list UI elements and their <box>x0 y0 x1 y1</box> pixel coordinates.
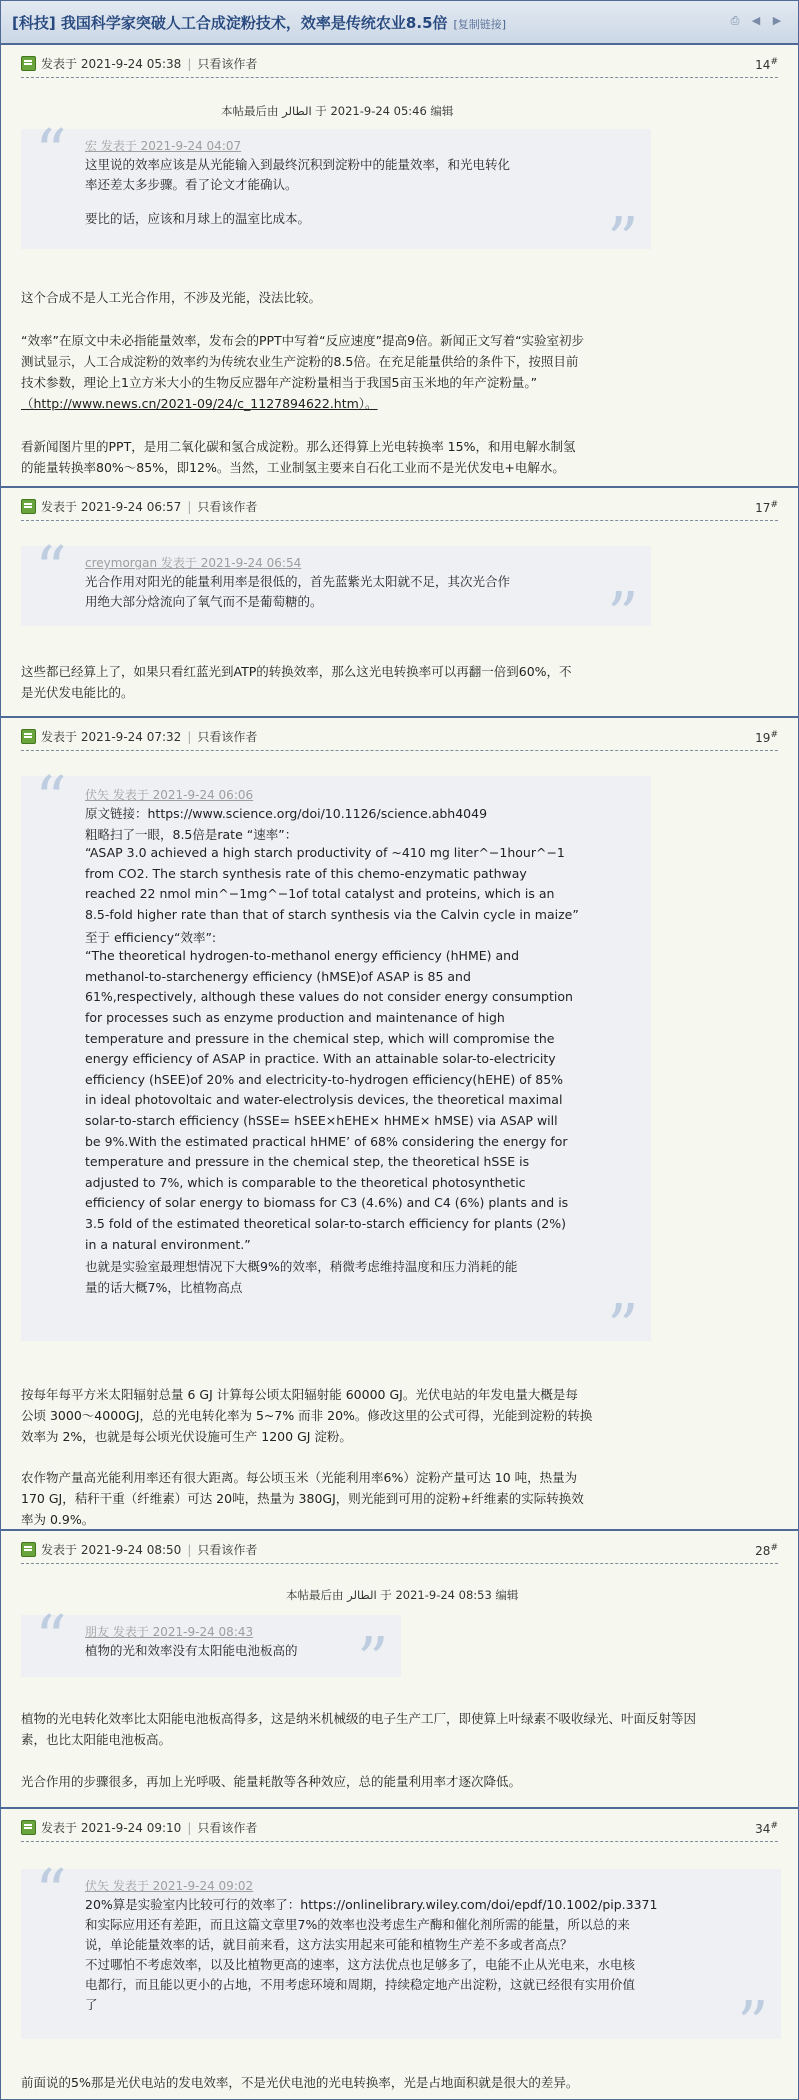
quote-line-text: 20%算是实验室内比较可行的效率了：https://onlinelibrary.wiley.com/doi/epdf/10.1002/pip.3371 <box>85 1897 658 1912</box>
quote-block <box>21 762 651 1363</box>
quote-line: 用绝大部分焓流向了氧气而不是葡萄糖的。 <box>85 594 323 609</box>
floor-number[interactable]: 17# <box>755 500 778 515</box>
quote-line: energy efficiency of ASAP in practice. With an attainable solar-to-electricity <box>85 1051 556 1067</box>
author-only-link[interactable]: 只看该作者 <box>197 730 258 744</box>
quote-line: reached 22 nmol min^−1mg^−1of total catalyst and proteins, which is an <box>85 886 555 902</box>
floor-number[interactable]: 19# <box>755 730 778 745</box>
quote-line <box>85 1895 657 1913</box>
quote-line: efficiency (hSEE)of 20% and electricity-to-hydrogen efficiency(hEHE) of 85% <box>85 1071 564 1087</box>
edit-note: 本帖最后由 الطالر 于 2021-9-24 05:46 编辑 <box>221 104 454 118</box>
author-only-link[interactable]: 只看该作者 <box>197 1543 258 1557</box>
online-icon <box>21 56 36 71</box>
post-date: 发表于 2021-9-24 05:38 <box>41 57 182 71</box>
next-thread-icon[interactable]: ▶ <box>772 14 782 27</box>
quote-line: 也就是实验室最理想情况下大概9%的效率，稍微考虑维持温度和压力消耗的能 <box>85 1259 518 1275</box>
quote-line: efficiency of solar energy to biomass for C3 (4.6%) and C4 (6%) plants and is <box>85 1195 569 1211</box>
author-only-link[interactable]: 只看该作者 <box>197 500 258 514</box>
quote-open-icon: “ <box>35 762 67 835</box>
quote-open-icon: “ <box>35 1601 67 1674</box>
online-icon <box>21 1542 36 1557</box>
quote-line: “The theoretical hydrogen-to-methanol energy efficiency (hHME) and <box>85 948 520 964</box>
quote-line: temperature and pressure in the chemical step, which will compromise the <box>85 1030 555 1046</box>
quote-line: for processes such as enzyme production and maintenance of high <box>85 1010 505 1025</box>
quote-line: 了 <box>85 1997 98 2012</box>
quote-close-icon: ” <box>607 1290 639 1363</box>
post-date: 发表于 2021-9-24 07:32 <box>41 730 182 744</box>
copy-link-button[interactable]: [复制链接] <box>453 18 507 31</box>
quote-line: 植物的光和效率没有太阳能电池板高的 <box>85 1643 298 1658</box>
quote-line: 这里说的效率应该是从光能输入到最终沉积到淀粉中的能量效率，和光电转化 <box>85 157 511 172</box>
prev-thread-icon[interactable]: ◀ <box>751 14 761 27</box>
quote-line: be 9%.With the estimated practical hHME’ of 68% considering the energy for <box>85 1133 568 1149</box>
news-link[interactable]: （http://www.news.cn/2021-09/24/c_1127894622.htm）。 <box>21 396 378 411</box>
quote-line: temperature and pressure in the chemical step, the theoretical hSSE is <box>85 1154 530 1170</box>
quote-line: 说，单论能量效率的话，就目前来看，这方法实用起来可能和植物生产差不多或者高点？ <box>85 1937 573 1952</box>
quote-author[interactable]: 伏矢 发表于 2021-9-24 09:02 <box>85 1879 254 1893</box>
post-date: 发表于 2021-9-24 06:57 <box>41 500 182 514</box>
post-header: 发表于 2021-9-24 09:10 | 只看该作者 34# <box>21 1819 778 1842</box>
floor-number[interactable]: 34# <box>755 1821 778 1836</box>
quote-block <box>21 115 651 276</box>
quote-open-icon: “ <box>35 115 67 188</box>
quote-line: 原文链接：https://www.science.org/doi/10.1126/science.abh4049 <box>85 806 488 821</box>
quote-line: 3.5 fold of the estimated theoretical solar-to-starch efficiency for plants (2%) <box>85 1216 567 1231</box>
quote-line: 粗略扫了一眼，8.5倍是rate “速率”： <box>85 826 298 842</box>
quote-author[interactable]: 伏矢 发表于 2021-9-24 06:06 <box>85 788 254 802</box>
quote-open-icon: “ <box>35 1855 67 1928</box>
post-header: 发表于 2021-9-24 06:57 | 只看该作者 17# <box>21 498 778 521</box>
post-28: 发表于 2021-9-24 08:50 | 只看该作者 28# 本帖最后由 الطالر 于 2021-9-24 08:53 编辑 “ 朋友 发表于 2021-9-24 08:43 植物的光和效率没有太阳能电池板高的 ” 植物的光电转化效率比太阳能电池板高得多，这是纳米机械级的电子生产工厂，即使算上叶绿素不吸收绿光、叶面反射等因 素，也比太阳能电池板高。 光合作用的步骤很多，再加上光呼吸、能量耗散等各种效应，总的能量利用率才逐次降低。 <box>1 1531 798 1809</box>
quote-line: 率还差太多步骤。看了论文才能确认。 <box>85 177 298 192</box>
quote-line: adjusted to 7%, which is comparable to the theoretical photosynthetic <box>85 1174 526 1190</box>
post-header: 发表于 2021-9-24 07:32 | 只看该作者 19# <box>21 728 778 751</box>
post-date: 发表于 2021-9-24 09:10 <box>41 1821 182 1835</box>
post-header: 发表于 2021-9-24 05:38 | 只看该作者 14# <box>21 55 778 78</box>
quote-line: 光合作用对阳光的能量利用率是很低的，首先蓝紫光太阳就不足，其次光合作 <box>85 574 511 589</box>
quote-line: 和实际应用还有差距，而且这篇文章里7%的效率也没考虑生产酶和催化剂所需的能量，所以总的来 <box>85 1917 630 1932</box>
quote-close-icon: ” <box>607 203 639 276</box>
quote-close-icon: ” <box>357 1623 389 1696</box>
floor-number[interactable]: 14# <box>755 57 778 72</box>
quote-line: 61%,respectively, although these values do not consider energy consumption <box>85 989 573 1005</box>
quote-line: 要比的话，应该和月球上的温室比成本。 <box>85 211 311 226</box>
quote-block <box>21 1601 401 1696</box>
post-34: 发表于 2021-9-24 09:10 | 只看该作者 34# “ 伏矢 发表于 2021-9-24 09:02 20%算是实验室内比较可行的效率了：https://onlinelibrary.wiley.com/doi/epdf/10.1002/pip.3371 和实际应用还有差距，而且这篇文章里7%的效率也没考虑生产酶和催化剂所需的能量，所以总的来 说，单论能量效率的话，就目前来看，这方法实用起来可能和植物生产差不多或者高点？ 不过哪怕不考虑效率，以及比植物更高的速率，这方法优点也足够多了，电能不止从光电来，水电核 电都行，而且能以更小的占地，不用考虑环境和周期，持续稳定地产出淀粉，这就已经很有实用价值 了 ” 前面说的5%那是光伏电站的发电效率，不是光伏电池的光电转换率，光是占地面积就是很大的差异。 <box>1 1809 798 2100</box>
thread-title-text: [科技] 我国科学家突破人工合成淀粉技术，效率是传统农业8.5倍 <box>12 14 448 32</box>
quote-author[interactable]: 朋友 发表于 2021-9-24 08:43 <box>85 1625 254 1639</box>
quote-block <box>21 532 651 651</box>
quote-block <box>21 1855 781 2060</box>
quote-line: 至于 efficiency“效率”: <box>85 929 217 945</box>
quote-line: solar-to-starch efficiency (hSSE= hSEE×hEHE× hHME× hMSE) via ASAP will <box>85 1113 558 1128</box>
post-17: 发表于 2021-9-24 06:57 | 只看该作者 17# “ creymorgan 发表于 2021-9-24 06:54 光合作用对阳光的能量利用率是很低的，首先蓝紫光太阳就不足，其次光合作 用绝大部分焓流向了氧气而不是葡萄糖的。 ” 这些都已经算上了，如果只看红蓝光到ATP的转换效率，那么这光电转换率可以再翻一倍到60%，不 是光伏发电能比的。 <box>1 488 798 718</box>
header-tools <box>728 15 784 27</box>
quote-close-icon: ” <box>737 1987 769 2060</box>
quote-line: “ASAP 3.0 achieved a high starch productivity of ~410 mg liter^−1hour^−1 <box>85 845 565 861</box>
online-icon <box>21 499 36 514</box>
quote-author[interactable]: creymorgan 发表于 2021-9-24 06:54 <box>85 556 302 570</box>
online-icon <box>21 1820 36 1835</box>
post-header: 发表于 2021-9-24 08:50 | 只看该作者 28# <box>21 1541 778 1564</box>
post-14: 发表于 2021-9-24 05:38 | 只看该作者 14# 本帖最后由 الطالر 于 2021-9-24 05:46 编辑 “ 宏 发表于 2021-9-24 04:07 这里说的效率应该是从光能输入到最终沉积到淀粉中的能量效率，和光电转化 率还差太多步骤。看了论文才能确认。 要比的话，应该和月球上的温室比成本。 ” 这个合成不是人工光合作用，不涉及光能，没法比较。 “效率”在原文中未必指能量效率，发布会的PPT中写着“反应速度”提高9倍。新闻正文写着“实验室初步 测试显示，人工合成淀粉的效率约为传统农业生产淀粉的8.5倍。在充足能量供给的条件下，按照目前 技术参数，理论上1立方米大小的生物反应器年产淀粉量相当于我国5亩玉米地的年产淀粉量。” （http://www.news.cn/2021-09/24/c_1127894622.htm）。 看新闻图片里的PPT，是用二氧化碳和氢合成淀粉。那么还得算上光电转换率 15%，和用电解水制氢 的能量转换率80%～85%，即12%。当然，工业制氢主要来自石化工业而不是光伏发电+电解水。 <box>1 45 798 488</box>
quote-close-icon: ” <box>607 578 639 651</box>
quote-line: in a natural environment.” <box>85 1236 251 1252</box>
edit-note: 本帖最后由 الطالر 于 2021-9-24 08:53 编辑 <box>286 1588 519 1602</box>
quote-line: 不过哪怕不考虑效率，以及比植物更高的速率，这方法优点也足够多了，电能不止从光电来，水电核 <box>85 1957 636 1972</box>
floor-number[interactable]: 28# <box>755 1543 778 1558</box>
quote-line: 量的话大概7%，比植物高点 <box>85 1279 243 1295</box>
thread-title <box>12 12 506 33</box>
post-19: 发表于 2021-9-24 07:32 | 只看该作者 19# “ 伏矢 发表于 2021-9-24 06:06 原文链接：https://www.science.org/doi/10.1126/science.abh4049 粗略扫了一眼，8.5倍是rate “速率”： “ASAP 3.0 achieved a high starch productivity of ~410 mg liter^−1hour^−1 from CO2. The starch synthesis rate of this chemo-enzymatic pathway reached 22 nmol min^−1mg^−1of total catalyst and proteins, which is an 8.5-fold higher rate than that of starch synthesis via the Calvin cycle in maize” 至于 efficiency“效率”: “The theoretical hydrogen-to-methanol energy efficiency (hHME) and methanol-to-starchenergy efficiency (hMSE)of ASAP is 85 and 61%,respectively, although these values do not consider energy consumption for processes such as enzyme production and maintenance of high temperature and pressure in the chemical step, which will compromise the energy efficiency of ASAP in practice. With an attainable solar-to-electricity efficiency (hSEE)of 20% and electricity-to-hydrogen efficiency(hEHE) of 85% in ideal photovoltaic and water-electrolysis devices, the theoretical maximal solar-to-starch efficiency (hSSE= hSEE×hEHE× hHME× hMSE) via ASAP will be 9%.With the estimated practical hHME’ of 68% considering the energy for temperature and pressure in the chemical step, the theoretical hSSE is adjusted to 7%, which is comparable to the theoretical photosynthetic efficiency of solar energy to biomass for C3 (4.6%) and C4 (6%) plants and is 3.5 fold of the estimated theoretical solar-to-starch efficiency for plants (2%) in a natural environment.” 也就是实验室最理想情况下大概9%的效率，稍微考虑维持温度和压力消耗的能 量的话大概7%，比植物高点 ” 按每年每平方米太阳辐射总量 6 GJ 计算每公顷太阳辐射能 60000 GJ。光伏电站的年发电量大概是每 公顷 3000～4000GJ，总的光电转化率为 5~7% 而非 20%。修改这里的公式可得，光能到淀粉的转换 效率为 2%，也就是每公顷光伏设施可生产 1200 GJ 淀粉。 农作物产量高光能利用率还有很大距离。每公顷玉米（光能利用率6%）淀粉产量可达 10 吨，热量为 170 GJ，秸秆干重（纤维素）可达 20吨，热量为 380GJ，则光能到可用的淀粉+纤维素的实际转换效 率为 0.9%。 <box>1 718 798 1531</box>
quote-line: 8.5-fold higher rate than that of starch synthesis via the Calvin cycle in maize” <box>85 907 579 922</box>
online-icon <box>21 729 36 744</box>
author-only-link[interactable]: 只看该作者 <box>197 57 258 71</box>
quote-line: in ideal photovoltaic and water-electrolysis devices, the theoretical maximal <box>85 1092 563 1108</box>
thread-header <box>1 1 798 45</box>
quote-line: from CO2. The starch synthesis rate of this chemo-enzymatic pathway <box>85 865 527 881</box>
author-only-link[interactable]: 只看该作者 <box>197 1821 258 1835</box>
quote-author[interactable]: 宏 发表于 2021-9-24 04:07 <box>85 139 242 153</box>
quote-line: methanol-to-starchenergy efficiency (hMSE)of ASAP is 85 and <box>85 968 471 984</box>
quote-open-icon: “ <box>35 532 67 605</box>
print-icon[interactable]: ⎙ <box>730 14 740 27</box>
post-date: 发表于 2021-9-24 08:50 <box>41 1543 182 1557</box>
quote-line: 电都行，而且能以更小的占地，不用考虑环境和周期，持续稳定地产出淀粉，这就已经很有实用价值 <box>85 1977 636 1992</box>
